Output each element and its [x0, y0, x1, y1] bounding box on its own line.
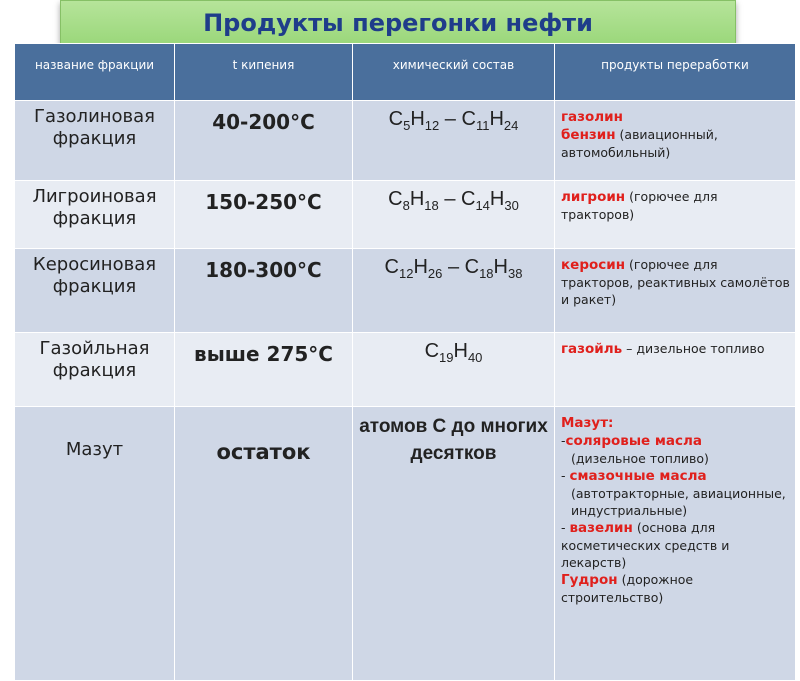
- product-item: -соляровые масла: [561, 433, 703, 449]
- products: [555, 407, 796, 681]
- fraction-name: Керосиновая фракция: [15, 249, 175, 333]
- boiling-temp: 40-200°С: [175, 101, 353, 181]
- fraction-name: Газолиновая фракция: [15, 101, 175, 181]
- table-row: [15, 249, 796, 333]
- products: [555, 249, 796, 333]
- header-boiling: t кипения: [175, 44, 353, 101]
- products: [555, 333, 796, 407]
- products: [555, 101, 796, 181]
- product-note: (авиационный, автомобильный): [561, 127, 718, 160]
- product-name: газойль: [561, 341, 623, 357]
- products: [555, 181, 796, 249]
- boiling-temp: выше 275°С: [175, 333, 353, 407]
- product-name: керосин: [561, 257, 626, 273]
- boiling-temp: 180-300°С: [175, 249, 353, 333]
- product-note: – дизельное топливо: [626, 341, 765, 356]
- header-products: продукты переработки: [555, 44, 796, 101]
- product-name: лигроин: [561, 189, 626, 205]
- header-composition: химический состав: [353, 44, 555, 101]
- composition-text: атомов С до многих десятков: [353, 407, 555, 681]
- product-note: (автотракторные, авиационные, индустриальные): [571, 486, 786, 518]
- table-row: [15, 407, 796, 681]
- header-fraction: название фракции: [15, 44, 175, 101]
- product-note: (дорожное строительство): [561, 572, 694, 605]
- product-name: газолин: [561, 109, 623, 125]
- table-row: [15, 181, 796, 249]
- product-note: (дизельное топливо): [571, 451, 709, 466]
- product-item: - смазочные масла: [561, 468, 707, 484]
- fraction-name: Газойльная фракция: [15, 333, 175, 407]
- product-note: (горючее для тракторов, реактивных самолётов и ракет): [561, 257, 790, 307]
- distillation-table: [14, 43, 796, 681]
- formula: $С_8Н_{18} - С_{14}Н_{30}$: [353, 181, 555, 249]
- table-row: [15, 101, 796, 181]
- table-row: [15, 333, 796, 407]
- product-heading: Мазут:: [561, 415, 614, 431]
- formula: $С_{19}Н_{40}$: [353, 333, 555, 407]
- formula: $С_5Н_{12} - С_{11}Н_{24}$: [353, 101, 555, 181]
- title-bar: [60, 0, 736, 46]
- product-name: бензин: [561, 127, 616, 143]
- page-title: Продукты перегонки нефти: [203, 9, 593, 37]
- boiling-temp: 150-250°С: [175, 181, 353, 249]
- header-row: [15, 44, 796, 101]
- fraction-name: Мазут: [15, 407, 175, 681]
- formula: $С_{12}Н_{26} - С_{18}Н_{38}$: [353, 249, 555, 333]
- product-item: - вазелин (основа для косметических средств и лекарств): [561, 520, 730, 570]
- product-note: (горючее для тракторов): [561, 189, 718, 222]
- product-name: Гудрон: [561, 572, 618, 588]
- fraction-name: Лигроиновая фракция: [15, 181, 175, 249]
- boiling-temp: остаток: [175, 407, 353, 681]
